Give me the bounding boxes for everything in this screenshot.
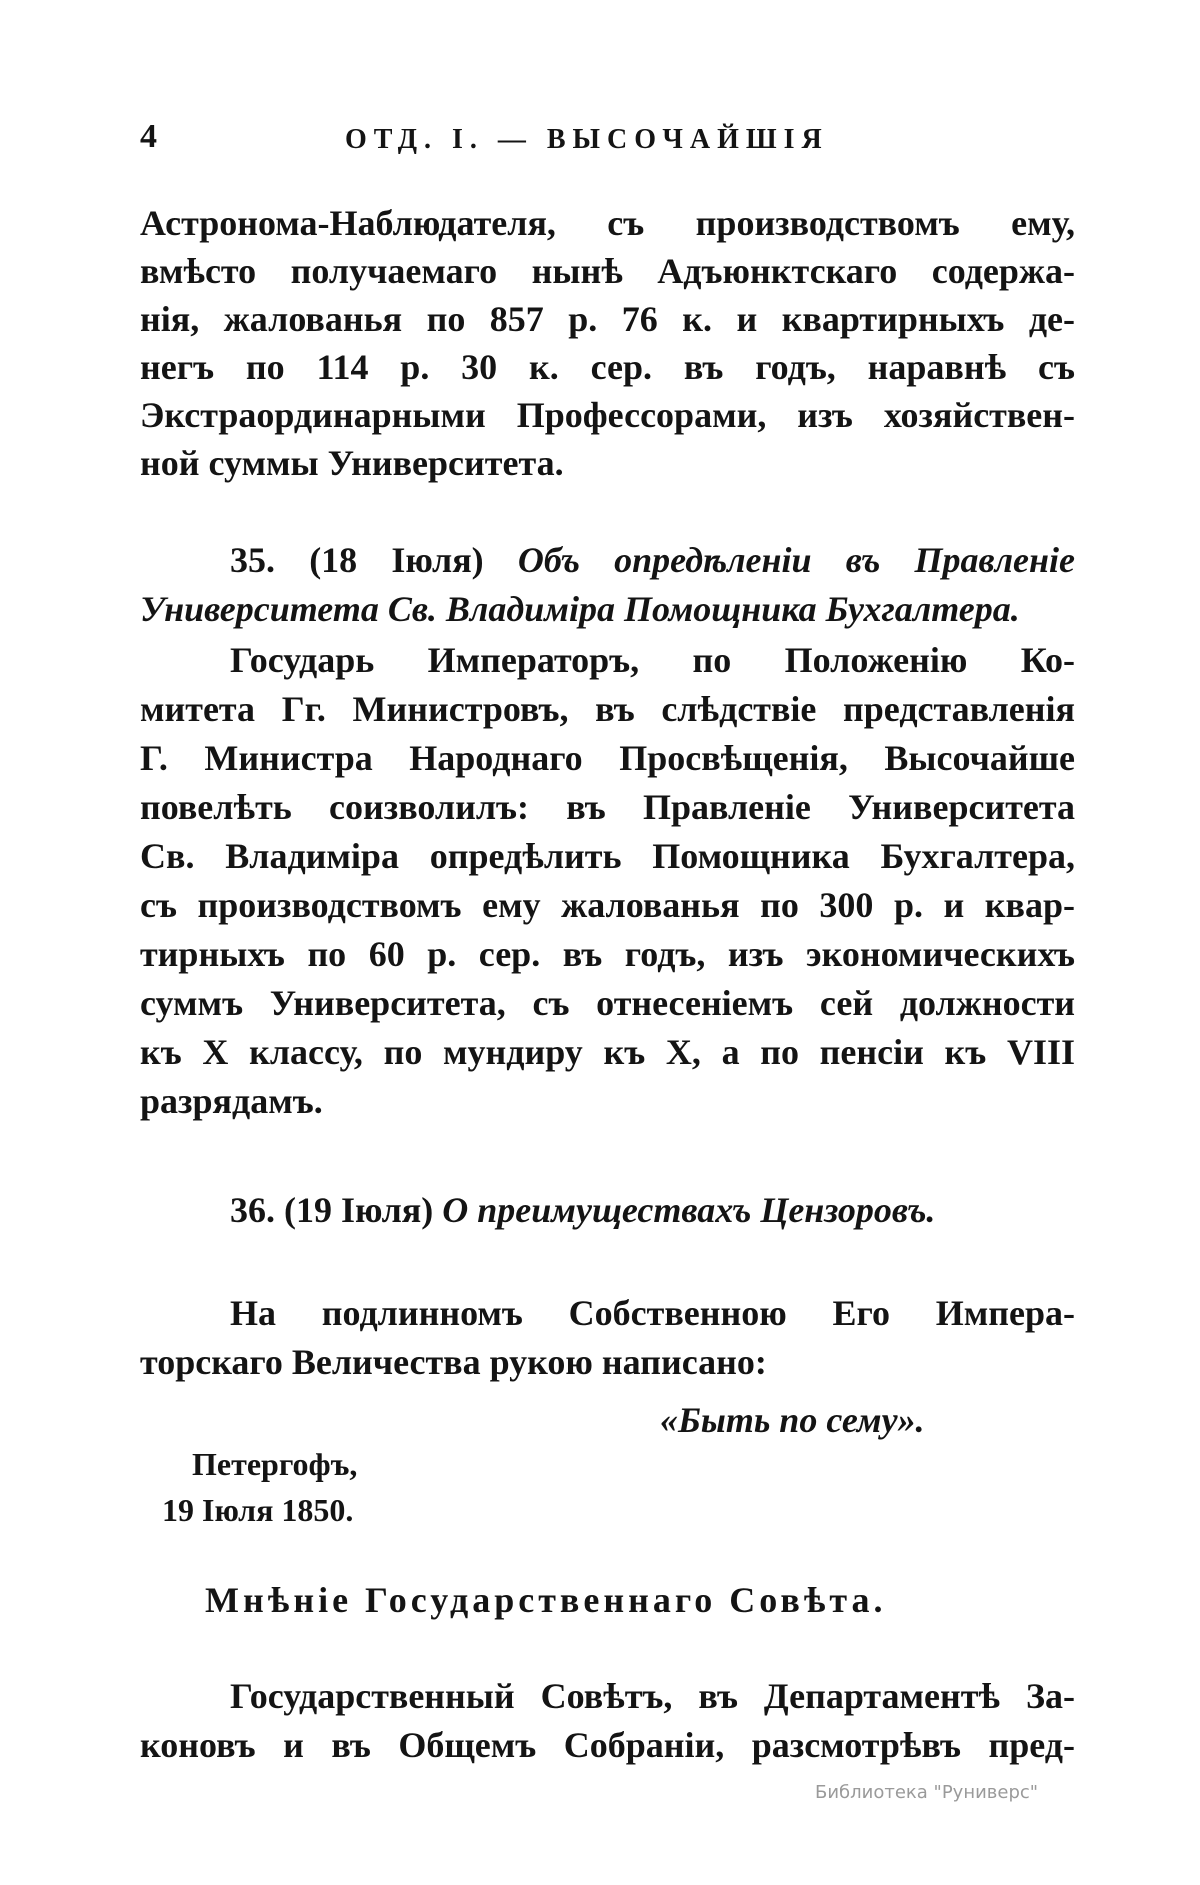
text-line: нія, жалованья по 857 р. 76 к. и квартирныхъ де- <box>140 299 1075 339</box>
item-36-intro-line1: На подлинномъ Собственною Его Импера- <box>230 1293 1075 1333</box>
item-36-number-date: 36. (19 Іюля) <box>230 1190 434 1230</box>
library-watermark: Библиотека "Руниверс" <box>815 1782 1039 1803</box>
opinion-heading: Мнѣніе Государственнаго Совѣта. <box>205 1580 887 1620</box>
text-line: ной суммы Университета. <box>140 443 564 483</box>
item-35-number-date: 35. (18 Іюля) <box>230 540 484 580</box>
text-line: коновъ и въ Общемъ Собраніи, разсмотрѣвъ пред- <box>140 1725 1075 1765</box>
text-line: повелѣть соизволилъ: въ Правленіе Университета <box>140 787 1075 827</box>
text-line: къ X классу, по мундиру къ X, а по пенсіи къ VIII <box>140 1032 1075 1072</box>
item-35-heading <box>230 542 1075 578</box>
text-line: Астронома-Наблюдателя, съ производствомъ ему, <box>140 203 1075 243</box>
text-line: Государь Императоръ, по Положенію Ко- <box>230 640 1075 680</box>
text-line: суммъ Университета, съ отнесеніемъ сей должности <box>140 983 1075 1023</box>
text-line: негъ по 114 р. 30 к. сер. въ годъ, наравнѣ съ <box>140 347 1075 387</box>
item-36-resolution: «Быть по сему». <box>660 1400 925 1440</box>
item-36-intro-line2: торскаго Величества рукою написано: <box>140 1342 767 1382</box>
text-line: съ производствомъ ему жалованья по 300 р. и квар- <box>140 885 1075 925</box>
text-line: разрядамъ. <box>140 1081 323 1121</box>
item-36-heading <box>230 1192 935 1228</box>
item-35-title-line1: Объ опредѣленіи въ Правленіе <box>517 540 1076 580</box>
text-line: вмѣсто получаемаго нынѣ Адъюнктскаго содержа- <box>140 251 1075 291</box>
page-header <box>140 118 1070 158</box>
text-line: тирныхъ по 60 р. сер. въ годъ, изъ экономическихъ <box>140 934 1075 974</box>
running-head: ОТД. I. — ВЫСОЧАЙШІЯ <box>345 124 829 155</box>
text-line: Экстраординарными Профессорами, изъ хозяйствен- <box>140 395 1075 435</box>
item-35-title-line2: Университета Св. Владиміра Помощника Бухгалтера. <box>140 589 1020 629</box>
text-line: митета Гг. Министровъ, въ слѣдствіе представленія <box>140 689 1075 729</box>
text-line: Государственный Совѣтъ, въ Департаментѣ За- <box>230 1676 1075 1716</box>
page-number: 4 <box>140 118 157 155</box>
text-line: Г. Министра Народнаго Просвѣщенія, Высочайше <box>140 738 1075 778</box>
text-line: Св. Владиміра опредѣлить Помощника Бухгалтера, <box>140 836 1075 876</box>
item-36-date: 19 Іюля 1850. <box>162 1492 354 1528</box>
item-36-title: О преимуществахъ Цензоровъ. <box>442 1190 936 1230</box>
item-36-place: Петергофъ, <box>192 1446 358 1482</box>
